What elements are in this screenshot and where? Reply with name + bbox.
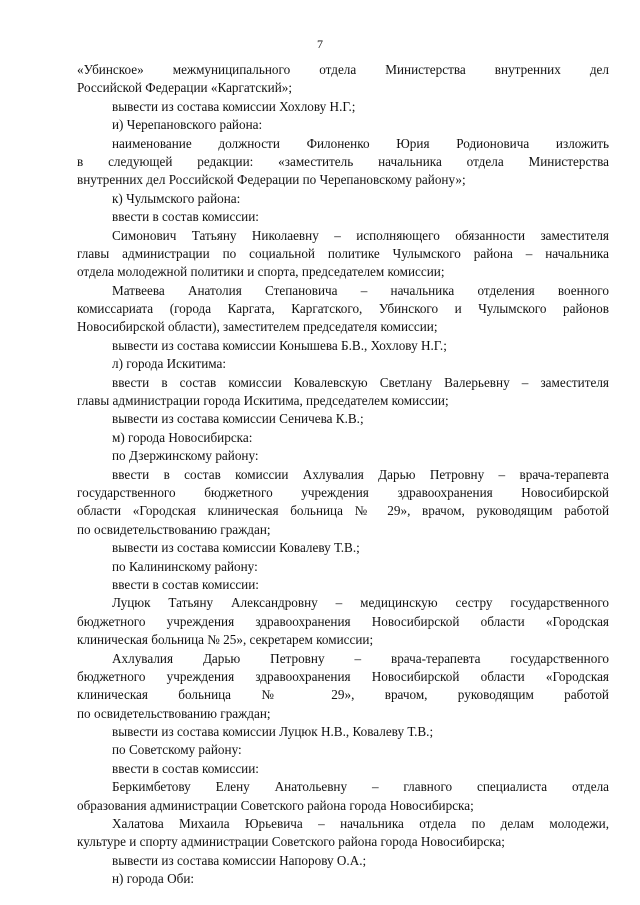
text-line: наименование должности Филоненко Юрия Родионовича изложить [112,135,609,151]
text-line: и) Черепановского района: [112,117,263,133]
text-line: ввести в состав комиссии: [112,209,259,225]
text-line: по освидетельствованию граждан; [77,521,271,537]
text-line: Ахлувалия Дарью Петровну – врача-терапевта государственного [112,650,609,666]
text-line: Симонович Татьяну Николаевну – исполняющего обязанности заместителя [112,227,609,243]
text-line: ввести в состав комиссии: [112,576,259,592]
text-line: н) города Оби: [112,871,195,887]
text-line: вывести из состава комиссии Хохлову Н.Г.; [112,98,356,114]
page-number: 7 [317,37,323,51]
text-line: ввести в состав комиссии Ковалевскую Светлану Валерьевну – заместителя [112,374,609,390]
text-line: Халатова Михаила Юрьевича – начальника отдела по делам молодежи, [112,816,609,832]
text-line: ввести в состав комиссии Ахлувалия Дарью Петровну – врача-терапевта [112,466,609,482]
text-line: клиническая больница № 25», секретарем комиссии; [77,632,374,648]
text-line: Луцюк Татьяну Александровну – медицинскую сестру государственного [112,595,609,611]
text-line: бюджетного учреждения здравоохранения Новосибирской области «Городская [77,668,609,684]
text-line: ввести в состав комиссии: [112,760,259,776]
text-line: Новосибирской области), заместителем председателя комиссии; [77,319,438,335]
text-line: культуре и спорту администрации Советского района города Новосибирска; [77,834,505,850]
text-line: области «Городская клиническая больница № 29», врачом, руководящим работой [77,503,609,519]
text-line: л) города Искитима: [112,356,227,372]
text-line: государственного бюджетного учреждения здравоохранения Новосибирской [77,484,609,500]
text-line: вывести из состава комиссии Луцюк Н.В., Ковалеву Т.В.; [112,724,434,740]
text-line: вывести из состава комиссии Конышева Б.В., Хохлову Н.Г.; [112,337,447,353]
text-line: внутренних дел Российской Федерации по Черепановскому району»; [77,172,466,188]
text-line: бюджетного учреждения здравоохранения Новосибирской области «Городская [77,613,609,629]
text-line: по Калининскому району: [112,558,258,574]
text-line: вывести из состава комиссии Напорову О.А.; [112,852,367,868]
text-line: к) Чулымского района: [112,190,241,206]
text-line: «Убинское» межмуниципального отдела Министерства внутренних дел [77,62,609,77]
text-line: комиссариата (города Каргата, Каргатского, Убинского и Чулымского районов [77,301,609,317]
text-line: главы администрации города Искитима, председателем комиссии; [77,393,449,409]
text-line: вывести из состава комиссии Сеничева К.В.; [112,411,364,427]
text-line: главы администрации по социальной политике Чулымского района – начальника [77,245,609,261]
text-line: Российской Федерации «Каргатский»; [77,80,293,96]
text-line: отдела молодежной политики и спорта, председателем комиссии; [77,264,445,280]
text-line: образования администрации Советского района города Новосибирска; [77,797,474,813]
text-line: м) города Новосибирска: [112,429,253,445]
text-line: вывести из состава комиссии Ковалеву Т.В.; [112,540,360,556]
text-line: по освидетельствованию граждан; [77,705,271,721]
text-line: по Дзержинскому району: [112,448,259,464]
document-body [77,61,609,889]
text-line: в следующей редакции: «заместитель начальника отдела Министерства [77,153,609,169]
text-line: по Советскому району: [112,742,242,758]
text-line: Беркимбетову Елену Анатольевну – главного специалиста отдела [112,779,609,795]
text-line: Матвеева Анатолия Степановича – начальника отделения военного [112,282,609,298]
text-line: клиническая больница № 29», врачом, руководящим работой [77,687,609,703]
